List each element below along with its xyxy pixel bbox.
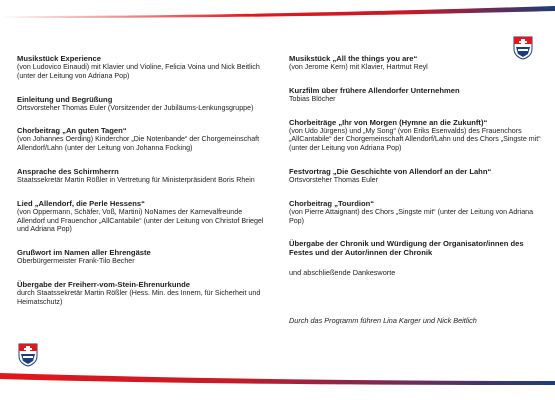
program-item-description: Staatssekretär Martin Rößler in Vertretung für Ministerpräsident Boris Rhein: [17, 175, 255, 184]
program-item: [17, 126, 269, 153]
program-item-description: (von Udo Jürgens) und „My Song“ (von Eriks Esenvalds) des Frauenchors „AllCantabile“ der Chorgemeinschaft Allendorf/Lahn und des Chors „Singste mit“ (unter der Leitung von Adriana Pop): [289, 126, 541, 153]
program-item: [289, 54, 545, 72]
program-item-title: Grußwort im Namen aller Ehrengäste: [17, 248, 151, 258]
program-item-description: (von Pierre Attaignant) des Chors „Singste mit“ (unter der Leitung von Adriana Pop): [289, 207, 534, 225]
program-item: [17, 248, 269, 266]
program-item-title: Lied „Allendorf, die Perle Hessens“: [17, 198, 145, 208]
program-item: [289, 199, 545, 226]
program-item-title: Übergabe der Chronik und Würdigung der Organisator/innen des Festes und der Autor/innen der Chronik: [289, 239, 524, 258]
program-item-description: Tobias Blöcher: [289, 94, 336, 103]
bottom-decorative-band: [0, 371, 555, 385]
program-item-title: Musikstück Experience: [17, 54, 101, 63]
program-left-column: [17, 54, 269, 321]
program-item-title: Ansprache des Schirmherrn: [17, 166, 119, 176]
program-item-description: (von Ludovico Einaudi) mit Klavier und Violine, Felicia Voina und Nick Beitlich (unter der Leitung von Adriana Pop): [17, 63, 260, 80]
program-item-title: Chorbeiträge „Ihr von Morgen (Hymne an die Zukunft)“: [289, 117, 488, 127]
program-item-title: Chorbeitrag „Tourdion“: [289, 198, 375, 208]
program-item: [17, 280, 269, 307]
moderators-footer: Durch das Programm führen Lina Karger und Nick Beitlich: [289, 316, 477, 326]
program-item: [289, 239, 545, 257]
program-item: [17, 95, 269, 113]
program-item-description: Ortsvorsteher Thomas Euler: [289, 175, 378, 184]
program-item: [17, 167, 269, 185]
program-item: [289, 167, 545, 185]
program-item-description: (von Jerome Kern) mit Klavier, Hartmut Reyl: [289, 63, 428, 71]
program-item-title: Musikstück „All the things you are“: [289, 54, 418, 63]
program-item-title: Übergabe der Freiherr-vom-Stein-Ehrenurkunde: [17, 279, 191, 289]
program-item: [17, 199, 269, 234]
program-right-column: [289, 54, 545, 325]
program-item: [17, 54, 269, 81]
program-item-description: (von Johannes Oerding) Kinderchor „Die Notenbande“ der Chorgemeinschaft Allendorf/Lahn (unter der Leitung von Johanna Focking): [17, 135, 260, 153]
program-item-title: Einleitung und Begrüßung: [17, 94, 113, 104]
program-item-description: Ortsvorsteher Thomas Euler (Vorsitzender der Jubiläums-Lenkungsgruppe): [17, 103, 254, 112]
closing-text: und abschließende Dankesworte: [289, 268, 396, 278]
program-item: [289, 118, 545, 153]
program-item-title: Chorbeitrag „An guten Tagen“: [17, 126, 127, 136]
program-item-description: (von Oppermann, Schäfer, Voß, Martini) NoNames der Karnevalfreunde Allendorf und Frauenchor „AllCantabile“ (unter der Leitung von Christof Briegel und Adriana Pop): [17, 207, 264, 234]
top-decorative-band: [0, 4, 555, 18]
program-item-description: Oberbürgermeister Frank-Tilo Becher: [17, 257, 135, 266]
program-item-title: Festvortrag „Die Geschichte von Allendorf an der Lahn“: [289, 166, 492, 176]
program-item-description: durch Staatssekretär Martin Rößler (Hess. Min. des Innern, für Sicherheit und Heimatschutz): [17, 288, 261, 306]
program-item-title: Kurzfilm über frühere Allendorfer Unternehmen: [289, 85, 460, 95]
coat-of-arms-icon: [18, 343, 38, 367]
program-item: [289, 86, 545, 104]
